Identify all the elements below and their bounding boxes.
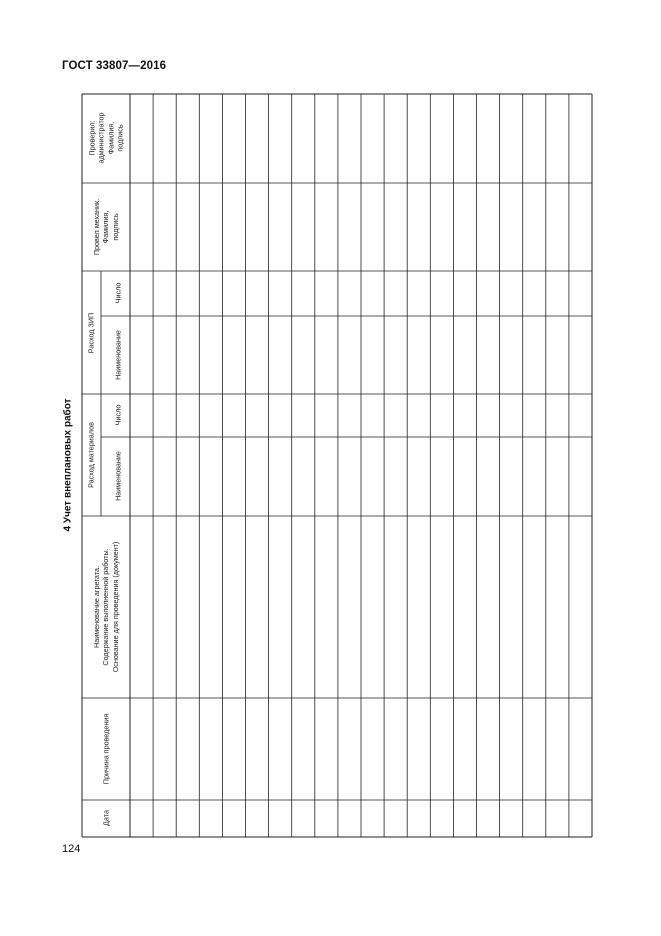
header-line: Дата: [101, 810, 111, 826]
header-line: подпись: [115, 124, 125, 152]
header-reason: [101, 714, 110, 784]
header-line: Содержание выполненной работы.: [101, 548, 111, 666]
header-line: Расход материалов: [86, 422, 96, 488]
header-line: Наименование: [113, 451, 123, 501]
header-line: администратор: [96, 112, 106, 164]
header-checked: [87, 112, 124, 163]
header-date: [101, 810, 110, 826]
header-line: Фамилия,: [106, 121, 115, 155]
header-line: Проверил:: [87, 120, 97, 156]
section-title: 4 Учет внеплановых работ: [62, 398, 74, 532]
header-line: Число: [113, 282, 123, 304]
header-zip-count: [113, 283, 122, 304]
header-line: Наименование: [113, 330, 123, 380]
page-number: 124: [62, 843, 81, 855]
header-mechanic: [92, 199, 120, 255]
header-line: подпись: [110, 213, 120, 241]
header-line: Число: [113, 404, 123, 426]
header-line: Наименование агрегата.: [91, 566, 101, 648]
header-materials-group: [86, 422, 95, 488]
header-line: Фамилия,: [101, 210, 111, 244]
header-zip-name: [113, 330, 122, 380]
header-materials-name: [113, 451, 122, 501]
header-unit: [92, 542, 120, 673]
header-zip-group: [86, 313, 95, 353]
header-line: Основание для проведения (документ): [110, 541, 120, 673]
header-line: Расход ЗИП: [86, 312, 96, 354]
header-line: Причина проведения: [101, 713, 111, 785]
document-code-header: ГОСТ 33807—2016: [62, 60, 167, 72]
header-line: Провел механик.: [91, 198, 101, 256]
header-materials-count: [113, 405, 122, 426]
